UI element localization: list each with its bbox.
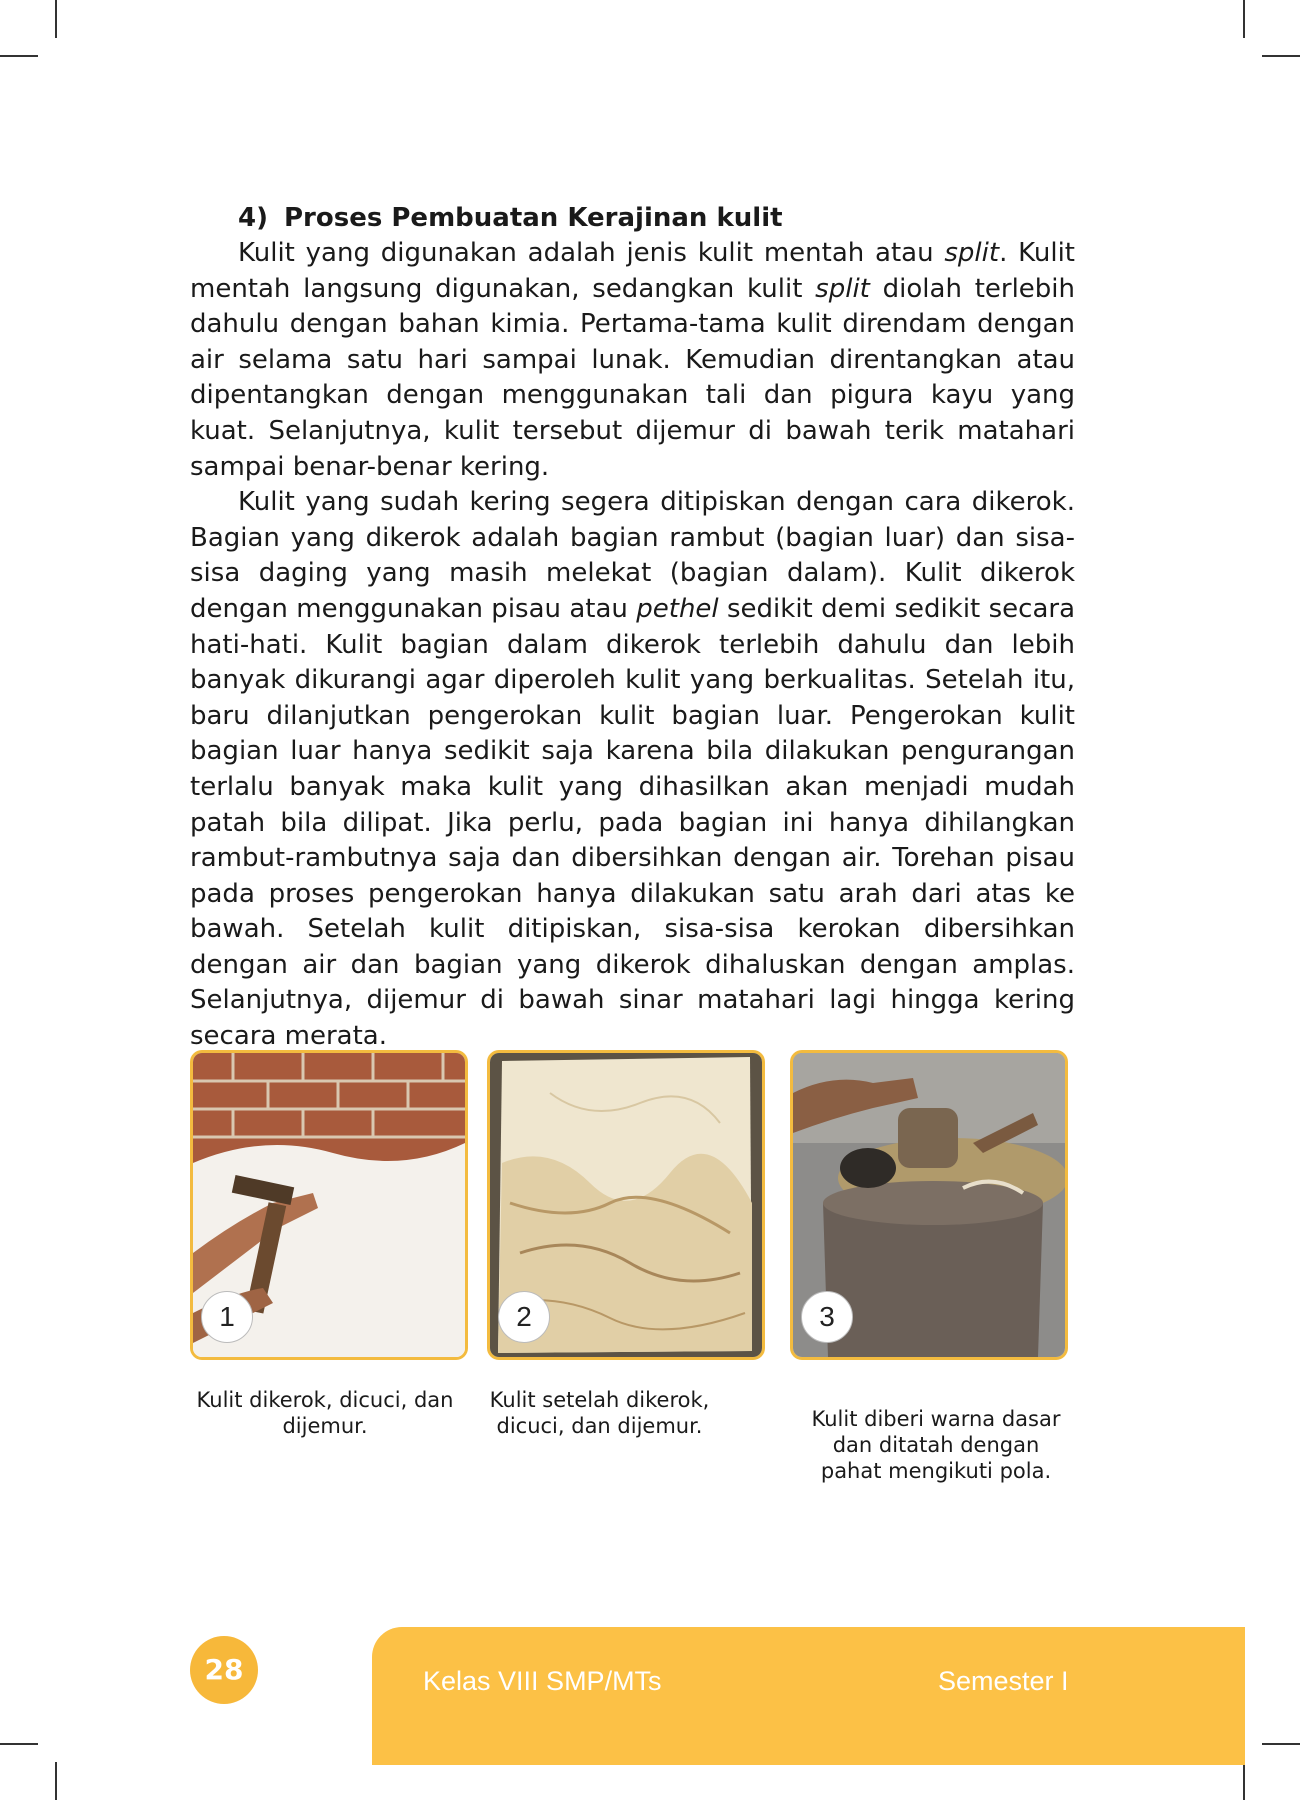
figure-2-photo [487, 1050, 765, 1360]
paragraph-text: sedikit demi sedikit secara hati-hati. Kulit bagian dalam dikerok terlebih dahulu dan lebih banyak dikurangi agar diperoleh kulit yang berkualitas. Setelah itu, baru dilanjutkan pengerokan kulit bagian luar. Pengerokan kulit bagian luar hanya sedikit saja karena bila dilakukan pengurangan terlalu banyak maka kulit yang dihasilkan akan menjadi mudah patah bila dilipat. Jika perlu, pada bagian ini hanya dihilangkan rambut-rambutnya saja dan dibersihkan dengan air. Torehan pisau pada proses pengerokan hanya dilakukan satu arah dari atas ke bawah. Setelah kulit ditipiskan, sisa-sisa kerokan dibersihkan dengan air dan bagian yang dikerok dihaluskan dengan amplas. Selanjutnya, dijemur di bawah sinar matahari lagi hingga kering secara merata. [190, 593, 1075, 1052]
figure-1-photo [190, 1050, 468, 1360]
footer-semester-label: Semester I [938, 1666, 1069, 1696]
main-text [190, 200, 1075, 1055]
crop-mark [1262, 1743, 1300, 1745]
paragraph-text: . Kulit mentah langsung digunakan, sedangkan kulit [190, 238, 1075, 304]
crop-mark [1243, 1762, 1245, 1800]
figure-number-badge: 1 [201, 1291, 253, 1343]
figure-number-badge: 3 [801, 1291, 853, 1343]
term-split: split [944, 238, 1000, 268]
crop-mark [55, 0, 57, 38]
crop-mark [55, 1762, 57, 1800]
term-split: split [815, 273, 870, 304]
section-number: 4) [238, 203, 268, 233]
crop-mark [1262, 55, 1300, 57]
section-title: Proses Pembuatan Kerajinan kulit [284, 203, 783, 233]
page-number: 28 [190, 1636, 258, 1704]
crop-mark [0, 1743, 38, 1745]
term-pethel: pethel [636, 593, 719, 624]
crop-mark [1243, 0, 1245, 38]
figure-3-photo [790, 1050, 1068, 1360]
paragraph-text: Kulit yang digunakan adalah jenis kulit mentah atau [238, 238, 945, 268]
crop-mark [0, 55, 38, 57]
figure-number-badge: 2 [498, 1291, 550, 1343]
paragraph-text: Kulit yang sudah kering segera ditipiskan dengan cara dikerok. Bagian yang dikerok adalah bagian rambut (bagian luar) dan sisa-sisa daging yang masih melekat (bagian dalam). Kulit dikerok dengan menggunakan pisau atau [190, 487, 1075, 624]
figure-2-caption: Kulit setelah dikerok, dicuci, dan dijemur. [489, 1388, 710, 1438]
figure-3-caption: Kulit diberi warna dasar dan ditatah dengan pahat mengikuti pola. [811, 1407, 1061, 1483]
paragraph-text: diolah terlebih dahulu dengan bahan kimia. Pertama-tama kulit direndam dengan air selama satu hari sampai lunak. Kemudian direntangkan atau dipentangkan dengan menggunakan tali dan pigura kayu yang kuat. Selanjutnya, kulit tersebut dijemur di bawah terik matahari sampai benar-benar kering. [190, 273, 1075, 482]
paragraph-1 [190, 236, 1075, 485]
footer-class-label: Kelas VIII SMP/MTs [423, 1666, 662, 1696]
figure-1-caption: Kulit dikerok, dicuci, dan dijemur. [196, 1388, 454, 1438]
paragraph-2 [190, 485, 1075, 1055]
section-heading [190, 200, 1075, 236]
